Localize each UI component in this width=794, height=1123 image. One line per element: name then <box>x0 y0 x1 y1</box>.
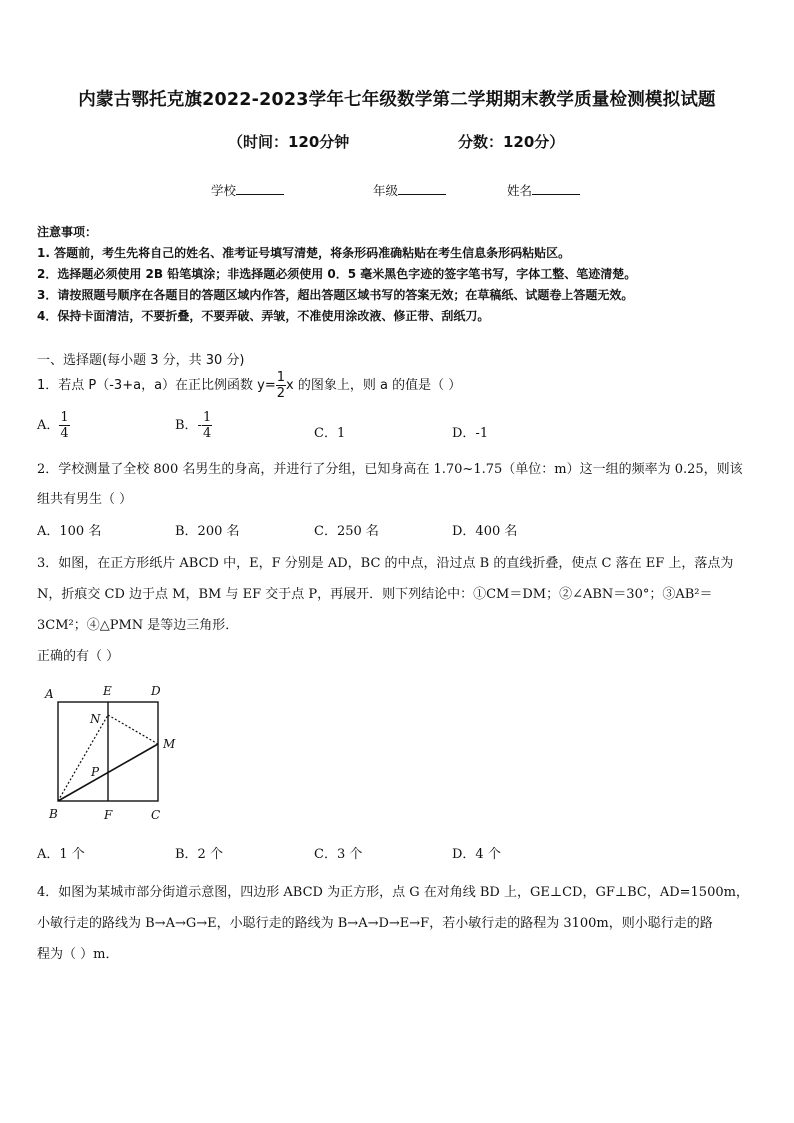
q1-option-d[interactable]: D．-1 <box>452 426 489 441</box>
q3-option-c[interactable]: C．3 个 <box>314 847 363 862</box>
frac-den: 4 <box>202 426 212 441</box>
q2-option-a[interactable]: A．100 名 <box>37 524 102 539</box>
label-n: N <box>90 712 101 726</box>
q1-option-b[interactable] <box>175 410 212 441</box>
question-3-line-4: 正确的有（ ） <box>37 649 120 664</box>
question-3-line-3: 3CM²；④△PMN 是等边三角形． <box>37 618 239 633</box>
q2-option-b[interactable]: B．200 名 <box>175 524 240 539</box>
frac-num: 1 <box>202 410 212 425</box>
name-blank[interactable] <box>532 182 580 195</box>
q1-option-a[interactable] <box>37 410 70 441</box>
question-3-line-1: 3．如图，在正方形纸片 ABCD 中，E，F 分别是 AD，BC 的中点，沿过点 B 的直线折叠，使点 C 落在 EF 上，落点为 <box>37 556 734 571</box>
label-e: E <box>103 684 112 698</box>
school-blank[interactable] <box>236 182 284 195</box>
question-4-line-1: 4．如图为某城市部分街道示意图，四边形 ABCD 为正方形，点 G 在对角线 BD 上，GE⊥CD，GF⊥BC，AD=1500m， <box>37 885 749 900</box>
note-item: 4．保持卡面清洁，不要折叠，不要弄破、弄皱，不准使用涂改液、修正带、刮纸刀。 <box>37 309 490 323</box>
option-label: A． <box>37 418 60 433</box>
total-score: 分数：120分） <box>458 133 565 151</box>
label-d: D <box>151 684 161 698</box>
grade-field <box>373 181 446 199</box>
q1-a-fraction <box>59 410 69 441</box>
q3-option-b[interactable]: B．2 个 <box>175 847 223 862</box>
school-field <box>211 181 284 199</box>
q1-suffix: x 的图象上，则 a 的值是（ ） <box>286 378 462 393</box>
label-c: C <box>151 808 161 822</box>
frac-num: 1 <box>60 410 69 425</box>
time-limit: （时间：120分钟 <box>228 133 350 151</box>
school-label: 学校 <box>211 183 237 198</box>
frac-den: 4 <box>60 426 69 441</box>
label-f: F <box>104 808 113 822</box>
page-title: 内蒙古鄂托克旗2022-2023学年七年级数学第二学期期末教学质量检测模拟试题 <box>78 90 716 110</box>
label-p: P <box>91 765 100 779</box>
label-m: M <box>163 737 176 751</box>
question-1 <box>37 370 461 401</box>
name-label: 姓名 <box>507 183 533 198</box>
q2-option-d[interactable]: D．400 名 <box>452 524 518 539</box>
segment-bn <box>58 715 108 801</box>
label-a: A <box>45 687 54 701</box>
section-heading: 一、选择题(每小题 3 分，共 30 分) <box>37 353 245 368</box>
q3-option-d[interactable]: D．4 个 <box>452 847 501 862</box>
square-fold-figure <box>37 680 197 825</box>
option-label: B．- <box>175 418 202 433</box>
question-2-line-1: 2．学校测量了全校 800 名男生的身高，并进行了分组，已知身高在 1.70~1.75（单位：m）这一组的频率为 0.25，则该 <box>37 462 743 477</box>
question-4-line-2: 小敏行走的路线为 B→A→G→E，小聪行走的路线为 B→A→D→E→F，若小敏行走的路程为 3100m，则小聪行走的路 <box>37 916 713 931</box>
q1-fraction <box>276 370 286 401</box>
question-2-line-2: 组共有男生（ ） <box>37 492 133 507</box>
question-3-line-2: N，折痕交 CD 边于点 M，BM 与 EF 交于点 P，再展开．则下列结论中：①CM＝DM；②∠ABN＝30°；③AB²＝ <box>37 587 713 602</box>
grade-blank[interactable] <box>398 182 446 195</box>
q1-frac-num: 1 <box>276 370 286 385</box>
segment-nm <box>108 715 158 744</box>
name-field <box>507 181 580 199</box>
q2-option-c[interactable]: C．250 名 <box>314 524 379 539</box>
question-4-line-3: 程为（ ）m． <box>37 947 119 962</box>
q1-option-c[interactable]: C．1 <box>314 426 346 441</box>
q1-frac-den: 2 <box>276 386 286 401</box>
note-item: 2．选择题必须使用 2B 铅笔填涂；非选择题必须使用 0．5 毫米黑色字迹的签字笔书写，字体工整、笔迹清楚。 <box>37 267 637 281</box>
grade-label: 年级 <box>373 183 399 198</box>
label-b: B <box>49 807 58 821</box>
note-item: 3．请按照题号顺序在各题目的答题区域内作答，超出答题区域书写的答案无效；在草稿纸、试题卷上答题无效。 <box>37 288 634 302</box>
notes-block <box>37 222 636 327</box>
q3-option-a[interactable]: A．1 个 <box>37 847 85 862</box>
q1-b-fraction <box>202 410 212 441</box>
note-item: 1. 答题前，考生先将自己的姓名、准考证号填写清楚，将条形码准确粘贴在考生信息条形码粘贴区。 <box>37 246 571 260</box>
notes-heading: 注意事项： <box>37 225 98 239</box>
q1-prefix: 1．若点 P（-3+a，a）在正比例函数 y= <box>37 378 276 393</box>
